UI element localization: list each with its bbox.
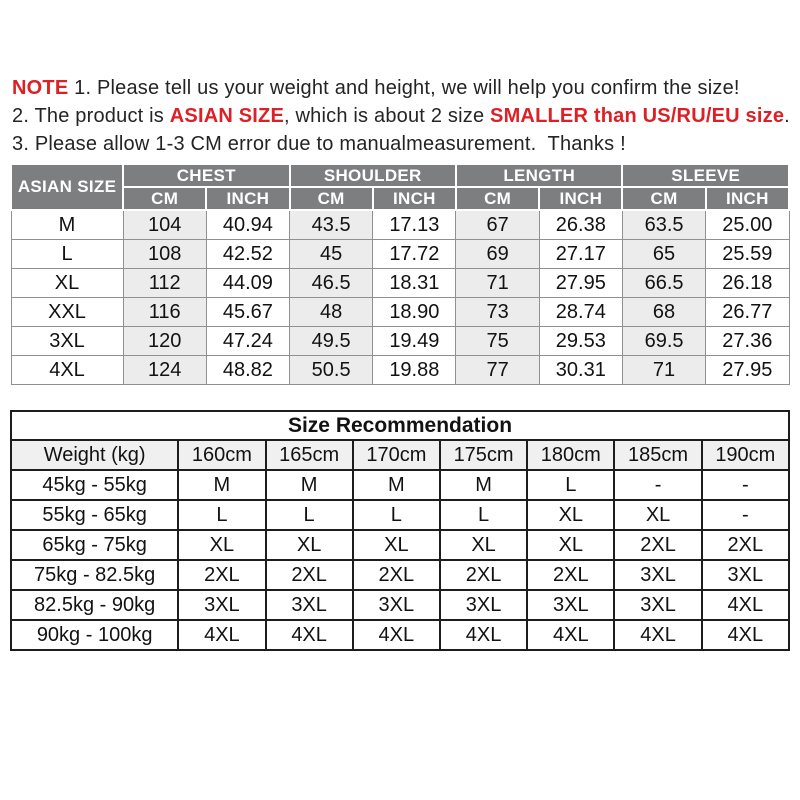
rec-size-cell: 4XL xyxy=(178,620,265,650)
rec-size-cell: 4XL xyxy=(702,620,789,650)
measurement-cell: 44.09 xyxy=(206,269,289,298)
rec-size-cell: 3XL xyxy=(614,590,701,620)
note-line-2-text-a: 2. The product is xyxy=(12,105,170,127)
measurement-cell: 50.5 xyxy=(290,356,373,385)
measurement-cell: 40.94 xyxy=(206,210,289,240)
measurement-cell: 116 xyxy=(123,298,206,327)
rec-header-row xyxy=(11,440,789,470)
rec-size-cell: XL xyxy=(440,530,527,560)
height-column-header: 180cm xyxy=(527,440,614,470)
rec-table-row xyxy=(11,470,789,500)
size-table-row xyxy=(11,298,789,327)
measurement-cell: 27.95 xyxy=(706,356,789,385)
measurement-cell: 63.5 xyxy=(622,210,705,240)
smaller-highlight: SMALLER than US/RU/EU size xyxy=(490,105,785,127)
rec-table-row xyxy=(11,560,789,590)
measurement-cell: 77 xyxy=(456,356,539,385)
rec-table-row xyxy=(11,620,789,650)
measurement-cell: 18.31 xyxy=(373,269,456,298)
measurement-cell: 66.5 xyxy=(622,269,705,298)
measurement-cell: 69 xyxy=(456,240,539,269)
height-column-header: 190cm xyxy=(702,440,789,470)
size-label-cell: XL xyxy=(11,269,123,298)
rec-size-cell: 3XL xyxy=(440,590,527,620)
rec-table-row xyxy=(11,530,789,560)
rec-size-cell: XL xyxy=(266,530,353,560)
cm-header: CM xyxy=(123,187,206,210)
rec-size-cell: L xyxy=(440,500,527,530)
measurement-cell: 43.5 xyxy=(290,210,373,240)
rec-size-cell: 2XL xyxy=(178,560,265,590)
measurement-cell: 104 xyxy=(123,210,206,240)
rec-size-cell: 4XL xyxy=(614,620,701,650)
rec-size-cell: 2XL xyxy=(440,560,527,590)
rec-size-cell: 2XL xyxy=(527,560,614,590)
size-label-cell: L xyxy=(11,240,123,269)
measurement-cell: 18.90 xyxy=(373,298,456,327)
asian-size-corner-header: ASIAN SIZE xyxy=(11,164,123,210)
size-label-cell: XXL xyxy=(11,298,123,327)
chest-group-header: CHEST xyxy=(123,164,289,187)
rec-size-cell: 2XL xyxy=(266,560,353,590)
note-line-2 xyxy=(12,102,792,130)
weight-range-cell: 55kg - 65kg xyxy=(11,500,178,530)
measurement-cell: 45.67 xyxy=(206,298,289,327)
height-column-header: 160cm xyxy=(178,440,265,470)
sleeve-group-header: SLEEVE xyxy=(622,164,789,187)
rec-size-cell: XL xyxy=(178,530,265,560)
rec-size-cell: L xyxy=(178,500,265,530)
height-column-header: 170cm xyxy=(353,440,440,470)
measurement-cell: 112 xyxy=(123,269,206,298)
cm-header: CM xyxy=(290,187,373,210)
height-column-header: 175cm xyxy=(440,440,527,470)
rec-size-cell: - xyxy=(702,500,789,530)
measurement-cell: 69.5 xyxy=(622,327,705,356)
rec-size-cell: 4XL xyxy=(440,620,527,650)
size-measurement-table xyxy=(10,163,790,385)
rec-size-cell: - xyxy=(614,470,701,500)
rec-size-cell: L xyxy=(266,500,353,530)
inch-header: INCH xyxy=(706,187,789,210)
weight-column-header: Weight (kg) xyxy=(11,440,178,470)
rec-table-row xyxy=(11,590,789,620)
weight-range-cell: 65kg - 75kg xyxy=(11,530,178,560)
weight-range-cell: 45kg - 55kg xyxy=(11,470,178,500)
measurement-cell: 73 xyxy=(456,298,539,327)
rec-size-cell: 3XL xyxy=(353,590,440,620)
size-label-cell: M xyxy=(11,210,123,240)
note-line-1-text: 1. Please tell us your weight and height, we will help you confirm the size! xyxy=(68,77,740,99)
measurement-cell: 17.72 xyxy=(373,240,456,269)
rec-size-cell: 3XL xyxy=(266,590,353,620)
measurement-cell: 48 xyxy=(290,298,373,327)
note-line-2-text-c: . xyxy=(784,105,790,127)
shoulder-group-header: SHOULDER xyxy=(290,164,456,187)
size-table-row xyxy=(11,210,789,240)
rec-size-cell: 4XL xyxy=(266,620,353,650)
rec-size-cell: 4XL xyxy=(702,590,789,620)
weight-range-cell: 82.5kg - 90kg xyxy=(11,590,178,620)
rec-size-cell: L xyxy=(353,500,440,530)
height-column-header: 185cm xyxy=(614,440,701,470)
rec-size-cell: 2XL xyxy=(702,530,789,560)
size-table-row xyxy=(11,356,789,385)
measurement-cell: 29.53 xyxy=(539,327,622,356)
size-label-cell: 3XL xyxy=(11,327,123,356)
note-line-2-text-b: , which is about 2 size xyxy=(284,105,491,127)
measurement-cell: 120 xyxy=(123,327,206,356)
weight-range-cell: 75kg - 82.5kg xyxy=(11,560,178,590)
note-label: NOTE xyxy=(12,77,69,99)
size-table-group-header-row xyxy=(11,164,789,187)
measurement-cell: 17.13 xyxy=(373,210,456,240)
measurement-cell: 68 xyxy=(622,298,705,327)
note-line-1 xyxy=(12,74,792,102)
rec-size-cell: 2XL xyxy=(353,560,440,590)
rec-size-cell: 3XL xyxy=(178,590,265,620)
rec-size-cell: 4XL xyxy=(353,620,440,650)
measurement-cell: 49.5 xyxy=(290,327,373,356)
size-label-cell: 4XL xyxy=(11,356,123,385)
size-table-row xyxy=(11,269,789,298)
rec-title-row xyxy=(11,411,789,440)
rec-size-cell: M xyxy=(178,470,265,500)
measurement-cell: 47.24 xyxy=(206,327,289,356)
rec-size-cell: L xyxy=(527,470,614,500)
size-table-unit-header-row xyxy=(11,187,789,210)
measurement-cell: 19.49 xyxy=(373,327,456,356)
measurement-cell: 26.38 xyxy=(539,210,622,240)
measurement-cell: 27.17 xyxy=(539,240,622,269)
note-block xyxy=(12,74,792,158)
measurement-cell: 28.74 xyxy=(539,298,622,327)
size-table-row xyxy=(11,240,789,269)
rec-size-cell: 4XL xyxy=(527,620,614,650)
measurement-cell: 27.36 xyxy=(706,327,789,356)
measurement-cell: 46.5 xyxy=(290,269,373,298)
rec-size-cell: 3XL xyxy=(614,560,701,590)
measurement-cell: 75 xyxy=(456,327,539,356)
inch-header: INCH xyxy=(373,187,456,210)
measurement-cell: 30.31 xyxy=(539,356,622,385)
rec-size-cell: 3XL xyxy=(702,560,789,590)
note-line-3: 3. Please allow 1-3 CM error due to manualmeasurement. Thanks ! xyxy=(12,133,626,155)
length-group-header: LENGTH xyxy=(456,164,622,187)
measurement-cell: 19.88 xyxy=(373,356,456,385)
rec-size-cell: M xyxy=(353,470,440,500)
measurement-cell: 71 xyxy=(456,269,539,298)
measurement-cell: 48.82 xyxy=(206,356,289,385)
inch-header: INCH xyxy=(206,187,289,210)
rec-size-cell: M xyxy=(266,470,353,500)
rec-size-cell: - xyxy=(702,470,789,500)
measurement-cell: 26.77 xyxy=(706,298,789,327)
rec-size-cell: XL xyxy=(614,500,701,530)
rec-size-cell: M xyxy=(440,470,527,500)
asian-size-highlight: ASIAN SIZE xyxy=(169,105,285,127)
measurement-cell: 25.59 xyxy=(706,240,789,269)
cm-header: CM xyxy=(622,187,705,210)
height-column-header: 165cm xyxy=(266,440,353,470)
rec-size-cell: XL xyxy=(353,530,440,560)
measurement-cell: 42.52 xyxy=(206,240,289,269)
measurement-cell: 45 xyxy=(290,240,373,269)
measurement-cell: 124 xyxy=(123,356,206,385)
size-recommendation-table xyxy=(10,410,790,651)
measurement-cell: 25.00 xyxy=(706,210,789,240)
weight-range-cell: 90kg - 100kg xyxy=(11,620,178,650)
cm-header: CM xyxy=(456,187,539,210)
measurement-cell: 108 xyxy=(123,240,206,269)
measurement-cell: 65 xyxy=(622,240,705,269)
measurement-cell: 27.95 xyxy=(539,269,622,298)
rec-size-cell: XL xyxy=(527,500,614,530)
inch-header: INCH xyxy=(539,187,622,210)
measurement-cell: 71 xyxy=(622,356,705,385)
rec-table-title: Size Recommendation xyxy=(11,411,789,440)
rec-size-cell: XL xyxy=(527,530,614,560)
rec-table-row xyxy=(11,500,789,530)
measurement-cell: 26.18 xyxy=(706,269,789,298)
size-table-row xyxy=(11,327,789,356)
rec-size-cell: 3XL xyxy=(527,590,614,620)
rec-size-cell: 2XL xyxy=(614,530,701,560)
measurement-cell: 67 xyxy=(456,210,539,240)
